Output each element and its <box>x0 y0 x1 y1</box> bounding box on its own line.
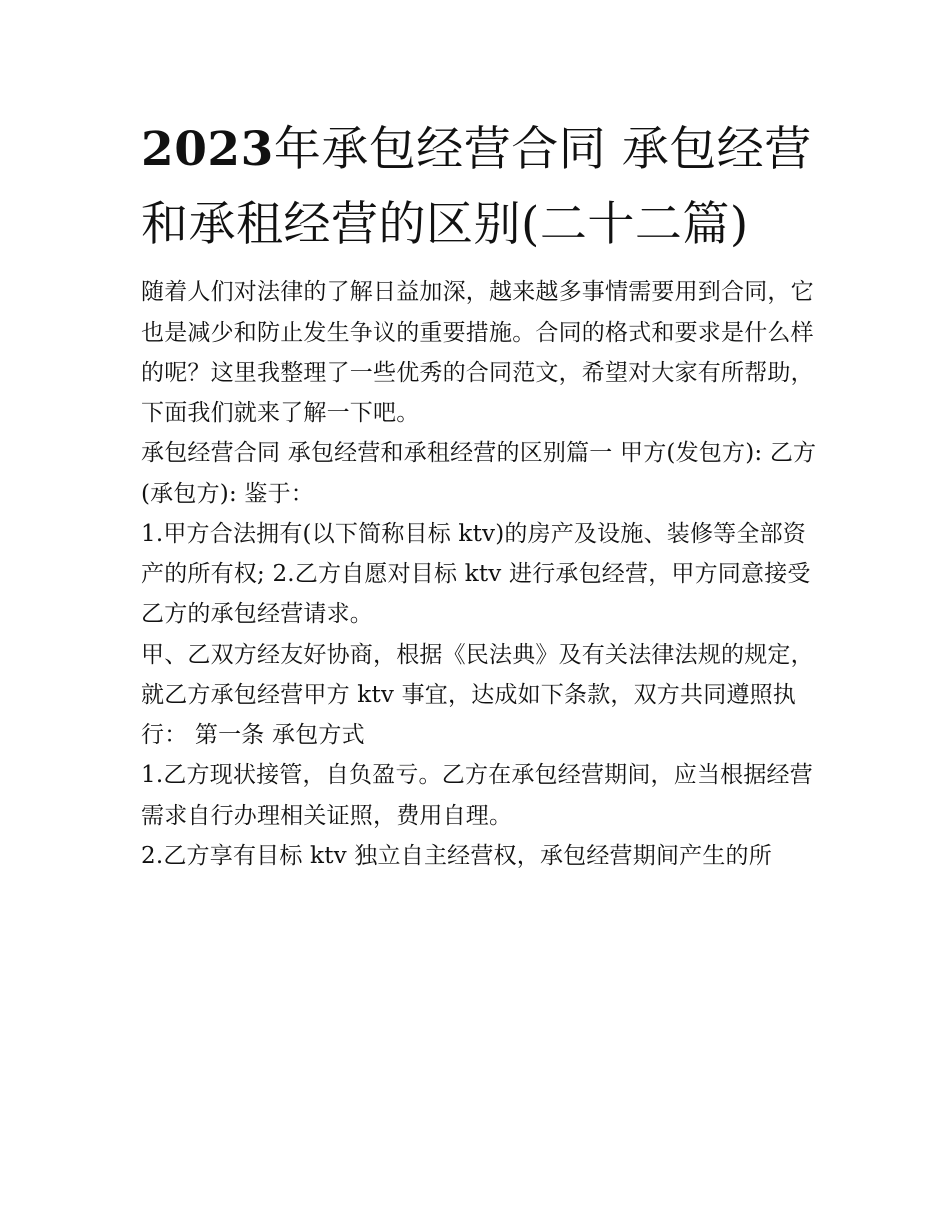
paragraph-clause-1: 1.乙方现状接管，自负盈亏。乙方在承包经营期间，应当根据经营需求自行办理相关证照，费用自理。 <box>141 762 813 829</box>
paragraph-agreement: 甲、乙双方经友好协商，根据《民法典》及有关法律法规的规定，就乙方承包经营甲方 ktv 事宜，达成如下条款，双方共同遵照执行： 第一条 承包方式 <box>141 641 814 749</box>
title-year: 2023 <box>141 122 274 177</box>
paragraph-recital: 1.甲方合法拥有(以下简称目标 ktv)的房产及设施、装修等全部资产的所有权; 2.乙方自愿对目标 ktv 进行承包经营，甲方同意接受乙方的承包经营请求。 <box>141 520 811 628</box>
title-text: 年承包经营合同 承包经营和承租经营的区别(二十二篇) <box>141 122 812 253</box>
paragraph-intro: 随着人们对法律的了解日益加深，越来越多事情需要用到合同，它也是减少和防止发生争议的重要措施。合同的格式和要求是什么样的呢？这里我整理了一些优秀的合同范文，希望对大家有所帮助，下面我们就来了解一下吧。 <box>141 279 814 427</box>
paragraph-clause-2: 2.乙方享有目标 ktv 独立自主经营权，承包经营期间产生的所 <box>141 842 772 869</box>
document-title <box>141 112 821 262</box>
paragraph-parties: 承包经营合同 承包经营和承租经营的区别篇一 甲方(发包方): 乙方(承包方): 鉴于： <box>141 440 817 507</box>
document-body <box>141 112 821 876</box>
